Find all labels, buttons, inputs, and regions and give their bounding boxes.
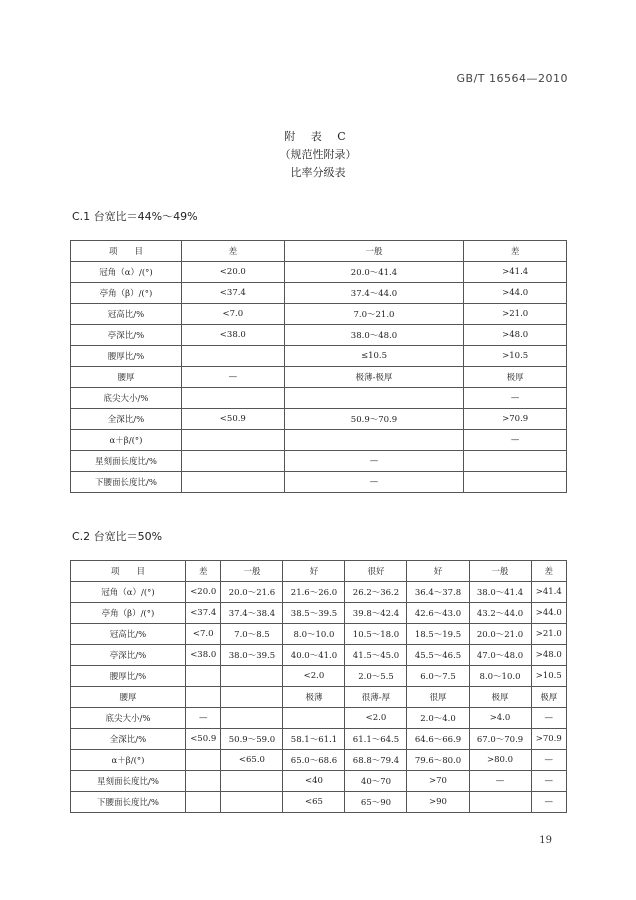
- table-cell: 38.5～39.5: [283, 603, 345, 624]
- table-cell: <2.0: [345, 708, 407, 729]
- column-header: 一般: [469, 561, 531, 582]
- table-cell: 极厚: [469, 687, 531, 708]
- table-cell: 50.9～59.0: [221, 729, 283, 750]
- table-cell: 8.0～10.0: [283, 624, 345, 645]
- table-c2: [70, 560, 567, 813]
- table-cell: [221, 708, 283, 729]
- table-cell: 7.0～8.5: [221, 624, 283, 645]
- table-row: [71, 687, 567, 708]
- table-cell: [283, 708, 345, 729]
- table-cell: 极厚: [464, 367, 567, 388]
- table-cell: 61.1～64.5: [345, 729, 407, 750]
- table-cell: 68.8～79.4: [345, 750, 407, 771]
- table-cell: 64.6～66.9: [407, 729, 469, 750]
- table-cell: <7.0: [186, 624, 221, 645]
- table-cell: 38.0～39.5: [221, 645, 283, 666]
- table-cell: [182, 451, 285, 472]
- table-cell: ≤10.5: [284, 346, 464, 367]
- table-cell: >10.5: [531, 666, 566, 687]
- table-row: [71, 708, 567, 729]
- row-label: 全深比/%: [71, 729, 186, 750]
- table-cell: >21.0: [531, 624, 566, 645]
- table-cell: <65: [283, 792, 345, 813]
- table-header-row: [71, 241, 567, 262]
- table-row: [71, 409, 567, 430]
- table-cell: <2.0: [283, 666, 345, 687]
- row-label: α＋β/(°): [71, 750, 186, 771]
- row-label: 冠高比/%: [71, 304, 182, 325]
- table-cell: <37.4: [186, 603, 221, 624]
- row-label: 亭角（β）/(°): [71, 283, 182, 304]
- table-cell: [182, 388, 285, 409]
- table-cell: 极厚: [531, 687, 566, 708]
- table-cell: [186, 771, 221, 792]
- table-cell: 41.5～45.0: [345, 645, 407, 666]
- row-label: 冠角（α）/(°): [71, 582, 186, 603]
- annex-subtitle: （规范性附录）: [279, 148, 357, 161]
- table-cell: 39.8～42.4: [345, 603, 407, 624]
- row-label: α＋β/(°): [71, 430, 182, 451]
- table-cell: [469, 792, 531, 813]
- table-cell: >41.4: [531, 582, 566, 603]
- table-cell: 10.5～18.0: [345, 624, 407, 645]
- table-cell: <7.0: [182, 304, 285, 325]
- column-header: 项 目: [71, 561, 186, 582]
- column-header: 项 目: [71, 241, 182, 262]
- annex-heading: 比率分级表: [290, 166, 346, 179]
- table-header-row: [71, 561, 567, 582]
- table-cell: 极薄: [283, 687, 345, 708]
- table-cell: 38.0～41.4: [469, 582, 531, 603]
- table-cell: [186, 792, 221, 813]
- table-row: [71, 750, 567, 771]
- table-cell: [182, 430, 285, 451]
- table-cell: <20.0: [186, 582, 221, 603]
- table-cell: >70.9: [531, 729, 566, 750]
- table-row: [71, 283, 567, 304]
- table-cell: [284, 430, 464, 451]
- table-cell: <50.9: [186, 729, 221, 750]
- table-cell: 43.2～44.0: [469, 603, 531, 624]
- row-label: 亭角（β）/(°): [71, 603, 186, 624]
- table-cell: —: [531, 792, 566, 813]
- table-row: [71, 304, 567, 325]
- table-cell: —: [284, 472, 464, 493]
- table-cell: [221, 666, 283, 687]
- table-row: [71, 645, 567, 666]
- table-cell: —: [464, 430, 567, 451]
- table-cell: 20.0～21.0: [469, 624, 531, 645]
- table-row: [71, 325, 567, 346]
- row-label: 下腰面长度比/%: [71, 792, 186, 813]
- table-cell: [182, 346, 285, 367]
- table-cell: 极薄-极厚: [284, 367, 464, 388]
- row-label: 星刻面长度比/%: [71, 451, 182, 472]
- column-header: 好: [407, 561, 469, 582]
- table-cell: <37.4: [182, 283, 285, 304]
- table-cell: 2.0～5.5: [345, 666, 407, 687]
- column-header: 差: [464, 241, 567, 262]
- table-cell: [186, 750, 221, 771]
- row-label: 下腰面长度比/%: [71, 472, 182, 493]
- row-label: 全深比/%: [71, 409, 182, 430]
- table-cell: 很薄-厚: [345, 687, 407, 708]
- table-cell: <38.0: [182, 325, 285, 346]
- column-header: 差: [531, 561, 566, 582]
- table-row: [71, 367, 567, 388]
- table-cell: >70: [407, 771, 469, 792]
- table-cell: 47.0～48.0: [469, 645, 531, 666]
- column-header: 差: [186, 561, 221, 582]
- table-cell: —: [464, 388, 567, 409]
- table-cell: 6.0～7.5: [407, 666, 469, 687]
- table-cell: 7.0～21.0: [284, 304, 464, 325]
- table-row: [71, 666, 567, 687]
- table-row: [71, 624, 567, 645]
- table-cell: —: [531, 708, 566, 729]
- table-cell: <38.0: [186, 645, 221, 666]
- table-cell: [221, 771, 283, 792]
- table-c1: [70, 240, 567, 493]
- section1-title: C.1 台宽比＝44%～49%: [72, 210, 198, 223]
- row-label: 亭深比/%: [71, 645, 186, 666]
- page-number: 19: [539, 835, 552, 846]
- table-cell: —: [531, 750, 566, 771]
- table-cell: 79.6～80.0: [407, 750, 469, 771]
- row-label: 亭深比/%: [71, 325, 182, 346]
- column-header: 一般: [221, 561, 283, 582]
- table-row: [71, 430, 567, 451]
- table-cell: 20.0～21.6: [221, 582, 283, 603]
- table-cell: 26.2～36.2: [345, 582, 407, 603]
- table-cell: 65～90: [345, 792, 407, 813]
- table-cell: 50.9～70.9: [284, 409, 464, 430]
- table-cell: —: [182, 367, 285, 388]
- table-cell: >80.0: [469, 750, 531, 771]
- row-label: 底尖大小/%: [71, 388, 182, 409]
- table-cell: 42.6～43.0: [407, 603, 469, 624]
- column-header: 好: [283, 561, 345, 582]
- table-row: [71, 792, 567, 813]
- table-cell: >10.5: [464, 346, 567, 367]
- table-row: [71, 451, 567, 472]
- row-label: 底尖大小/%: [71, 708, 186, 729]
- row-label: 腰厚比/%: [71, 346, 182, 367]
- table-row: [71, 582, 567, 603]
- table-cell: 45.5～46.5: [407, 645, 469, 666]
- table-cell: 36.4～37.8: [407, 582, 469, 603]
- table-row: [71, 603, 567, 624]
- section2-title: C.2 台宽比＝50%: [72, 530, 163, 543]
- table-cell: [186, 687, 221, 708]
- table-cell: <40: [283, 771, 345, 792]
- table-cell: 38.0～48.0: [284, 325, 464, 346]
- table-row: [71, 346, 567, 367]
- table-cell: <65.0: [221, 750, 283, 771]
- table-cell: >4.0: [469, 708, 531, 729]
- column-header: 差: [182, 241, 285, 262]
- table-cell: 58.1～61.1: [283, 729, 345, 750]
- table-cell: [464, 451, 567, 472]
- table-cell: [464, 472, 567, 493]
- table-row: [71, 729, 567, 750]
- table-cell: 67.0～70.9: [469, 729, 531, 750]
- table-cell: 很厚: [407, 687, 469, 708]
- column-header: 很好: [345, 561, 407, 582]
- table-cell: >44.0: [464, 283, 567, 304]
- table-cell: [186, 666, 221, 687]
- table-cell: 40～70: [345, 771, 407, 792]
- table-row: [71, 472, 567, 493]
- table-cell: >41.4: [464, 262, 567, 283]
- table-cell: >70.9: [464, 409, 567, 430]
- table-row: [71, 771, 567, 792]
- table-cell: —: [284, 451, 464, 472]
- table-cell: 21.6～26.0: [283, 582, 345, 603]
- row-label: 冠高比/%: [71, 624, 186, 645]
- table-cell: [182, 472, 285, 493]
- row-label: 腰厚: [71, 367, 182, 388]
- annex-title: 附 表 C: [284, 130, 352, 143]
- table-cell: >48.0: [464, 325, 567, 346]
- table-row: [71, 262, 567, 283]
- table-cell: 40.0～41.0: [283, 645, 345, 666]
- table-cell: [221, 792, 283, 813]
- row-label: 冠角（α）/(°): [71, 262, 182, 283]
- table-cell: <50.9: [182, 409, 285, 430]
- table-cell: >44.0: [531, 603, 566, 624]
- table-cell: <20.0: [182, 262, 285, 283]
- table-cell: >21.0: [464, 304, 567, 325]
- table-cell: [221, 687, 283, 708]
- table-cell: —: [186, 708, 221, 729]
- column-header: 一般: [284, 241, 464, 262]
- row-label: 腰厚比/%: [71, 666, 186, 687]
- table-cell: >90: [407, 792, 469, 813]
- table-cell: —: [469, 771, 531, 792]
- table-cell: [284, 388, 464, 409]
- table-cell: 20.0～41.4: [284, 262, 464, 283]
- table-cell: 37.4～44.0: [284, 283, 464, 304]
- row-label: 腰厚: [71, 687, 186, 708]
- table-cell: 37.4～38.4: [221, 603, 283, 624]
- row-label: 星刻面长度比/%: [71, 771, 186, 792]
- standard-number: GB/T 16564—2010: [456, 72, 568, 85]
- table-row: [71, 388, 567, 409]
- table-cell: 65.0～68.6: [283, 750, 345, 771]
- table-cell: —: [531, 771, 566, 792]
- table-cell: >48.0: [531, 645, 566, 666]
- table-cell: 18.5～19.5: [407, 624, 469, 645]
- table-cell: 8.0～10.0: [469, 666, 531, 687]
- table-cell: 2.0～4.0: [407, 708, 469, 729]
